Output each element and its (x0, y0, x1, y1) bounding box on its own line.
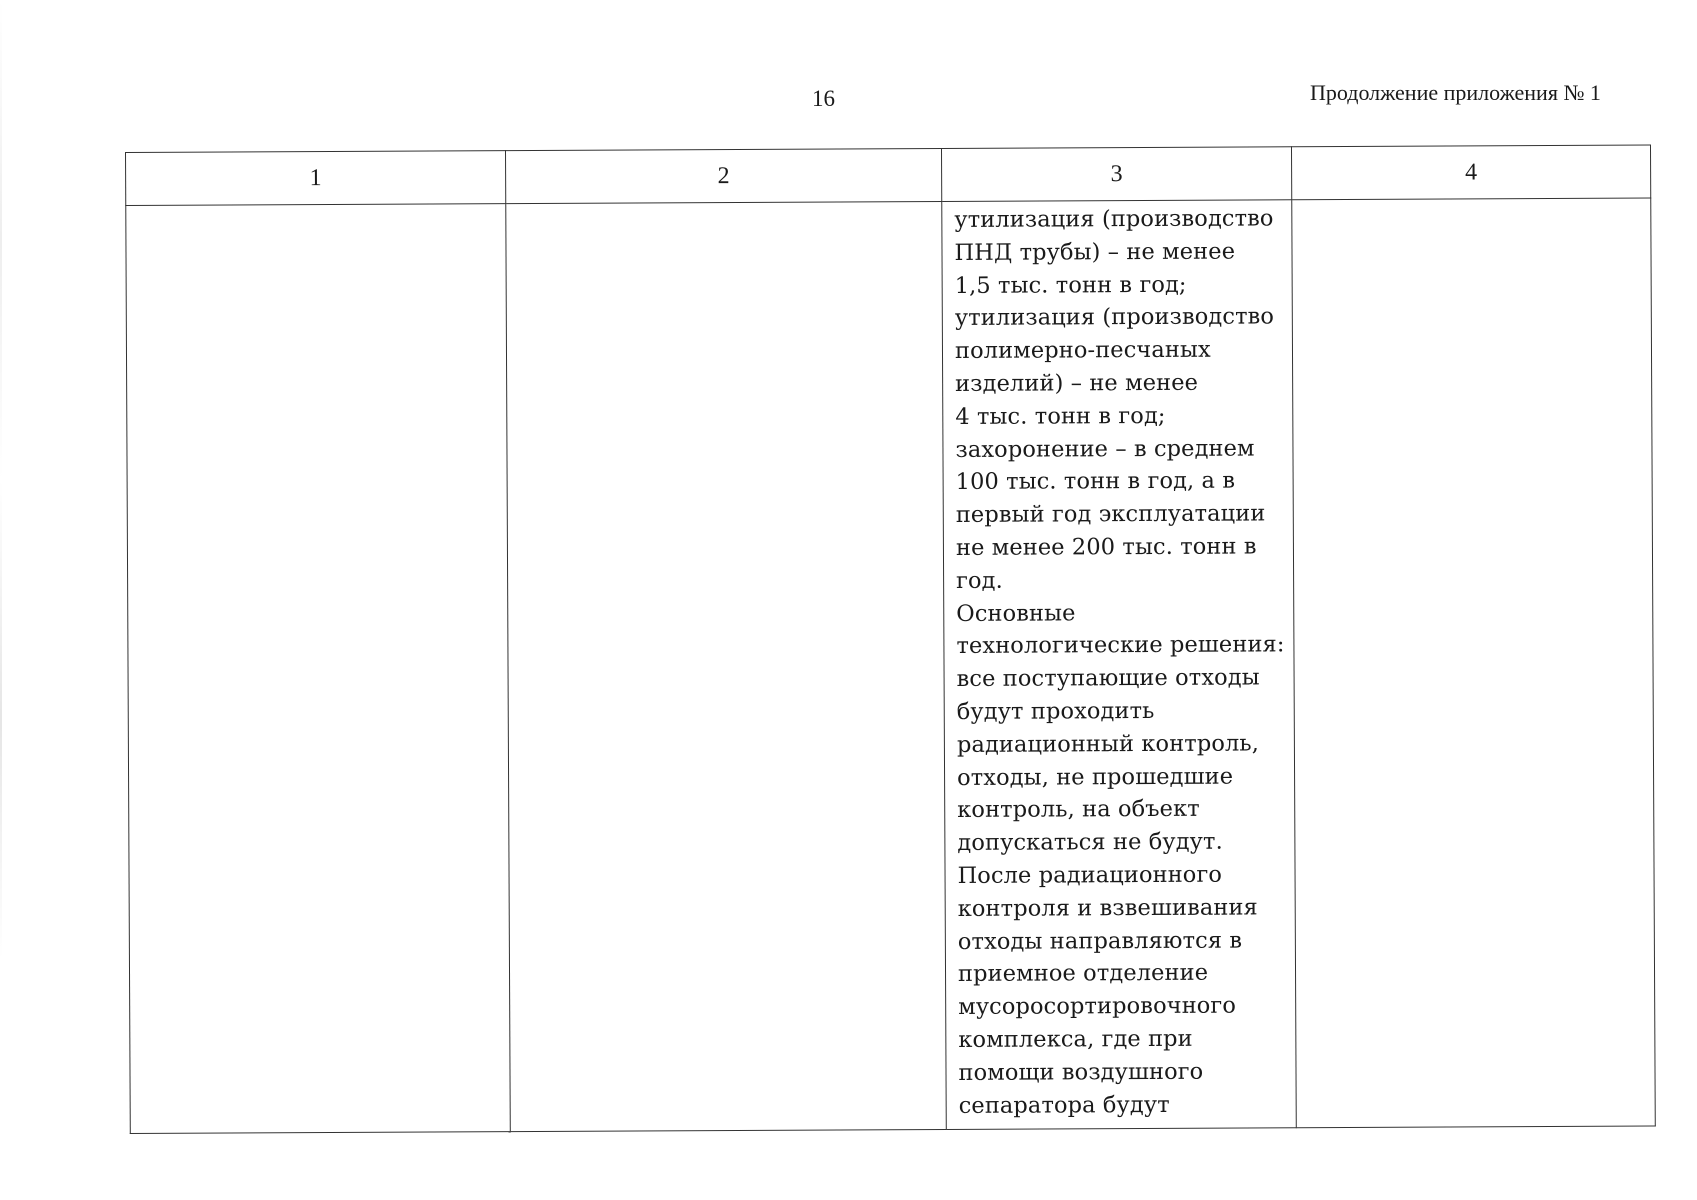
page-number: 16 (812, 86, 835, 111)
text-line: 1,5 тыс. тонн в год; (954, 271, 1187, 299)
text-line: контроль, на объект (957, 796, 1200, 824)
text-line: Основные (956, 599, 1076, 627)
text-line: год. (956, 567, 1003, 594)
text-line: ПНД трубы) – не менее (954, 238, 1236, 266)
text-line: приемное отделение (957, 960, 1209, 988)
column-header-4: 4 (1291, 145, 1650, 200)
text-line: отходы направляются в (957, 927, 1243, 955)
text-line: радиационный контроль, (956, 730, 1260, 758)
text-line: утилизация (производство (954, 205, 1274, 233)
cell-col2 (506, 202, 947, 1132)
text-line: все поступающие отходы (956, 664, 1260, 693)
main-table-wrapper (125, 145, 1655, 1134)
text-line: сепаратора будут (958, 1091, 1170, 1119)
text-line: полимерно-песчаных (954, 336, 1211, 365)
scan-edge (0, 0, 2, 1200)
cell-col1 (126, 204, 511, 1134)
column-header-1: 1 (126, 151, 506, 206)
text-line: утилизация (производство (954, 303, 1275, 332)
cell-col3 (942, 200, 1297, 1130)
column-header-3: 3 (941, 147, 1291, 202)
text-line: 4 тыс. тонн в год; (955, 402, 1166, 430)
text-line: технологические решения: (956, 631, 1285, 660)
table-header-row (126, 145, 1651, 205)
main-table (125, 145, 1656, 1134)
text-line: изделий) – не менее (955, 369, 1199, 397)
text-line: комплекса, где при (958, 1025, 1193, 1053)
text-line: После радиационного (957, 861, 1223, 889)
column-header-2: 2 (505, 149, 941, 204)
text-line: 100 тыс. тонн в год, а в (955, 467, 1236, 496)
text-line: допускаться не будут. (957, 828, 1223, 857)
cell-col4 (1292, 198, 1656, 1128)
text-line: отходы, не прошедшие (957, 763, 1234, 791)
text-line: не менее 200 тыс. тонн в (955, 533, 1257, 561)
text-line: первый год эксплуатации (955, 500, 1266, 529)
text-line: будут проходить (956, 697, 1155, 725)
text-line: помощи воздушного (958, 1058, 1204, 1086)
text-line: контроля и взвешивания (957, 894, 1258, 922)
cell-col3-text (942, 200, 1295, 1122)
text-line: захоронение – в среднем (955, 435, 1255, 463)
table-row (126, 198, 1656, 1133)
text-line: мусоросортировочного (958, 992, 1236, 1021)
appendix-note: Продолжение приложения № 1 (1310, 80, 1601, 105)
